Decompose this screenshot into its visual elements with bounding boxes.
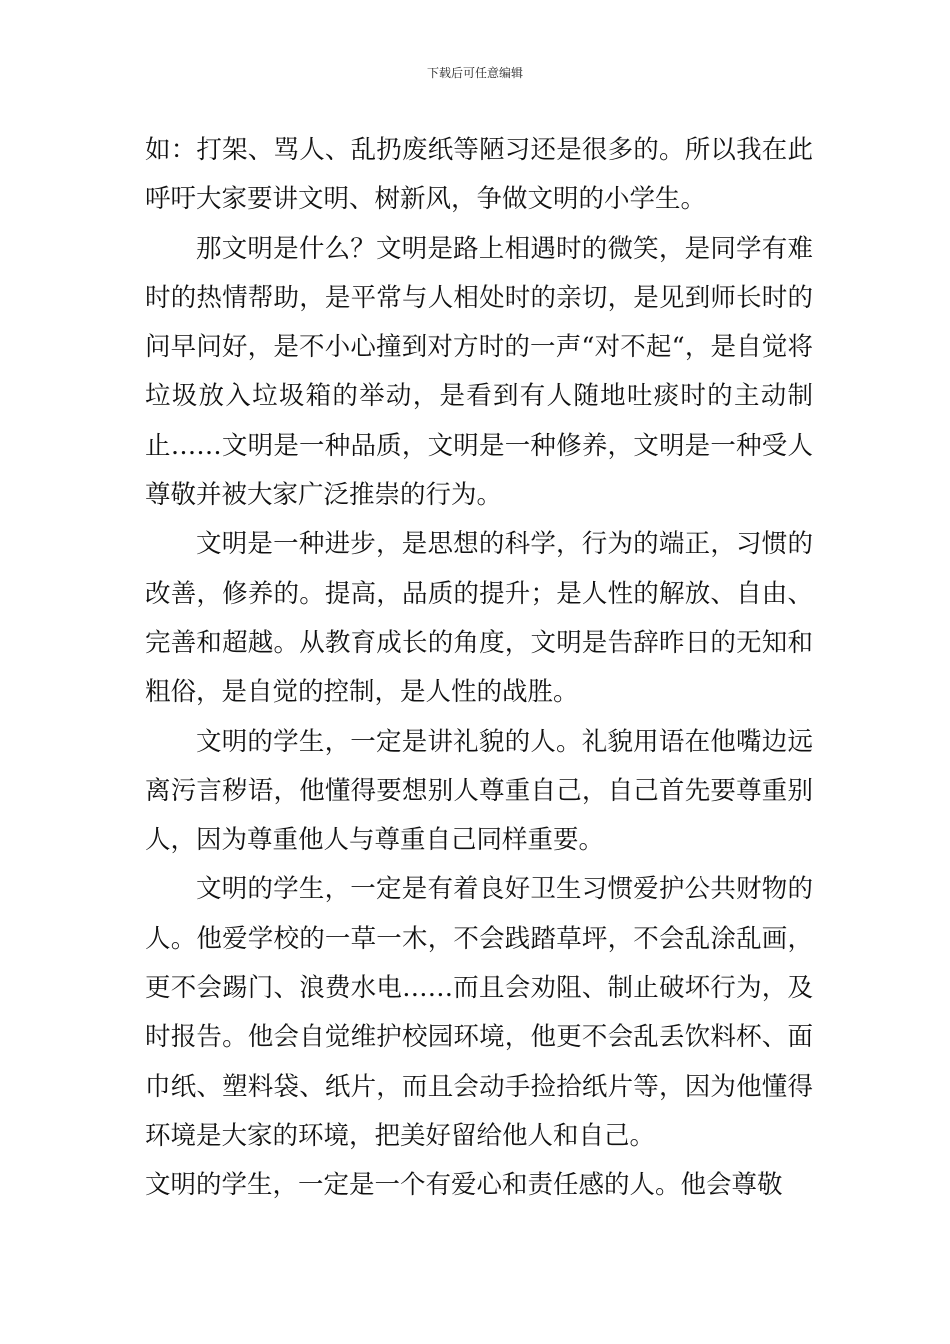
paragraph-4: 文明的学生，一定是讲礼貌的人。礼貌用语在他嘴边远离污言秽语，他懂得要想别人尊重自己，自己首先要尊重别人，因为尊重他人与尊重自己同样重要。: [145, 726, 813, 856]
page-header: 下载后可任意编辑: [426, 66, 523, 80]
document-body: [145, 126, 813, 1211]
paragraph-5: 文明的学生，一定是有着良好卫生习惯爱护公共财物的人。他爱学校的一草一木，不会践踏草坪，不会乱涂乱画，更不会踢门、浪费水电……而且会劝阻、制止破坏行为，及时报告。他会自觉维护校园环境，他更不会乱丢饮料杯、面巾纸、塑料袋、纸片，而且会动手捡拾纸片等，因为他懂得环境是大家的环境，把美好留给他人和自己。: [145, 874, 813, 1151]
paragraph-1: 如：打架、骂人、乱扔废纸等陋习还是很多的。所以我在此呼吁大家要讲文明、树新风，争做文明的小学生。: [145, 135, 813, 215]
paragraph-3: 文明是一种进步，是思想的科学，行为的端正，习惯的改善，修养的。提高，品质的提升；是人性的解放、自由、完善和超越。从教育成长的角度，文明是告辞昨日的无知和粗俗，是自觉的控制，是人性的战胜。: [145, 529, 813, 708]
paragraph-2: 那文明是什么？文明是路上相遇时的微笑，是同学有难时的热情帮助，是平常与人相处时的亲切，是见到师长时的问早问好，是不小心撞到对方时的一声“对不起“，是自觉将垃圾放入垃圾箱的举动，是看到有人随地吐痰时的主动制止……文明是一种品质，文明是一种修养，文明是一种受人尊敬并被大家广泛推崇的行为。: [145, 233, 813, 511]
paragraph-6: 文明的学生，一定是一个有爱心和责任感的人。他会尊敬: [145, 1170, 783, 1201]
